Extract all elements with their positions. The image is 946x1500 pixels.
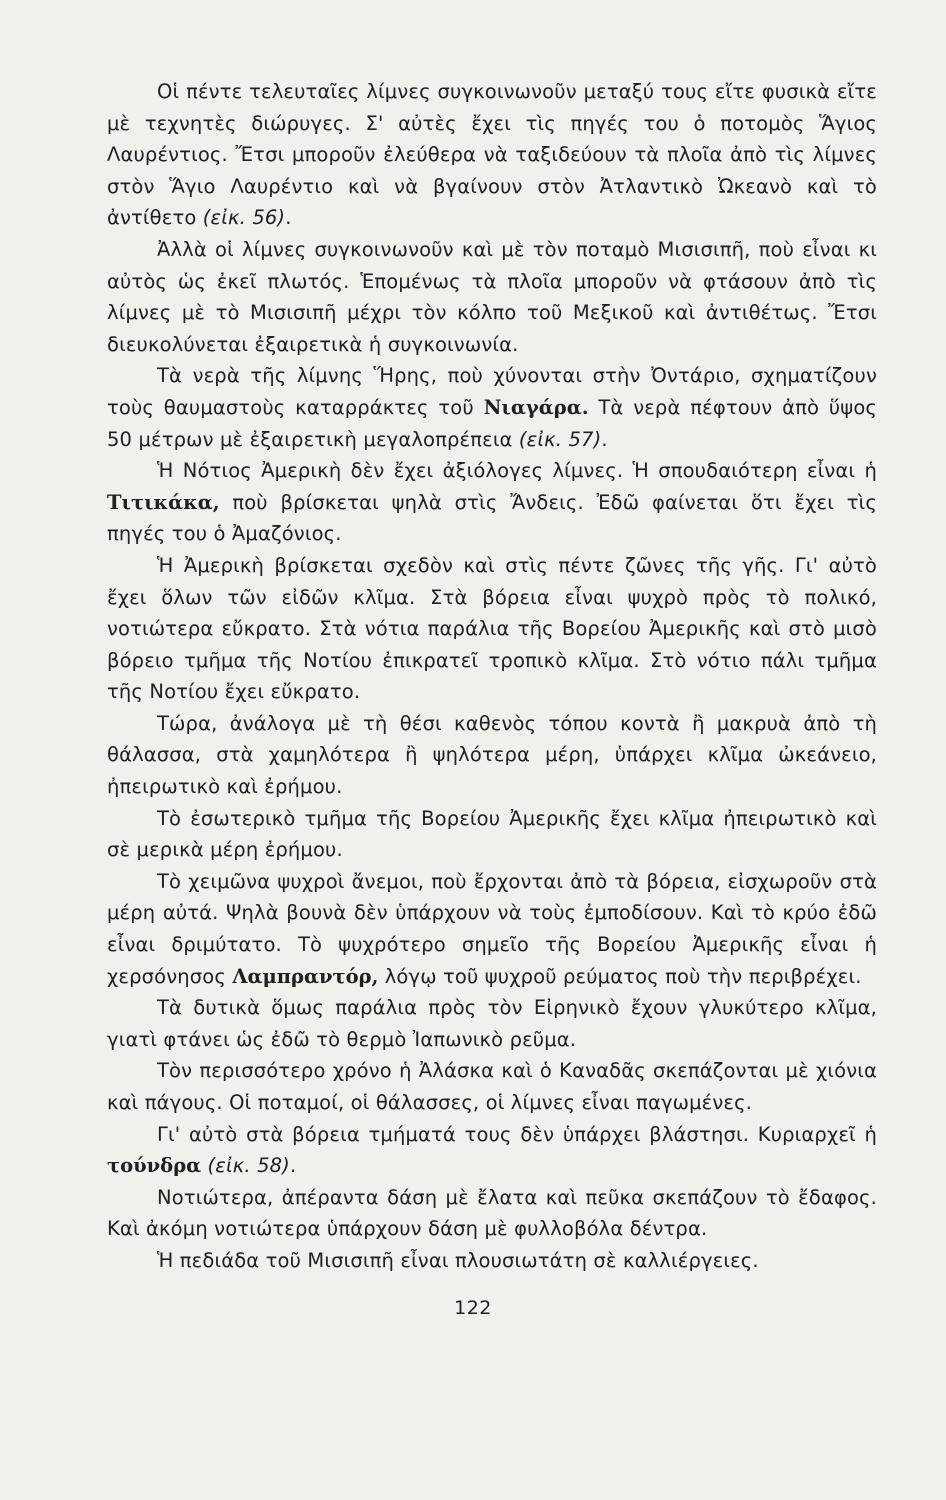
paragraph [107, 1245, 877, 1277]
figure-reference: (εἰκ. 56) [202, 206, 286, 230]
text-run: Οἱ πέντε τελευταῖες λίμνες συγκοινωνοῦν μεταξύ τους εἴτε φυσικὰ εἴτε μὲ τεχνητὲς διώρυγες. Σ' αὐτὲς ἔχει τὶς πηγές του ὁ ποτομὸς Ἅγιος Λαυρέντιος. Ἔτσι μποροῦν ἐλεύθερα νὰ ταξιδεύουν τὰ πλοῖα ἀπὸ τὶς λίμνες στὸν Ἅγιο Λαυρέντιο καὶ νὰ βγαίνουν στὸν Ἀτλαντικὸ Ὠκεανὸ καὶ τὸ ἀντίθετο [107, 80, 877, 230]
text-run: ποὺ βρίσκεται ψηλὰ στὶς Ἄνδεις. Ἐδῶ φαίνεται ὅτι ἔχει τὶς πηγές του ὁ Ἀμαζόνιος. [107, 490, 877, 546]
paragraph [107, 76, 877, 234]
text-run: Τὰ δυτικὰ ὅμως παράλια πρὸς τὸν Εἰρηνικὸ ἔχουν γλυκύτερο κλῖμα, γιατὶ φτάνει ὡς ἐδῶ τὸ θερμὸ Ἰαπωνικὸ ρεῦμα. [107, 996, 877, 1051]
figure-reference: (εἰκ. 58) [207, 1154, 290, 1178]
text-run: Τὰ νερὰ πέφτουν ἀπὸ ὕψος 50 μέτρων μὲ ἐξαιρετικὴ μεγαλοπρέπεια [107, 395, 877, 451]
paragraph [107, 360, 877, 455]
figure-reference: (εἰκ. 57) [518, 427, 602, 451]
text-run: . [285, 206, 292, 230]
text-run: . [289, 1154, 297, 1178]
page-number: 122 [454, 1297, 492, 1319]
text-run: Τὰ νερὰ τῆς λίμνης Ἥρης, ποὺ χύνονται στὴν Ὀντάριο, σχηματίζουν τοὺς θαυμαστοὺς καταρράκτες τοῦ [107, 364, 877, 419]
bold-term: Τιτικάκα, [107, 490, 220, 514]
text-run: . [601, 427, 608, 451]
text-run: Ἡ Ἀμερικὴ βρίσκεται σχεδὸν καὶ στὶς πέντε ζῶνες τῆς γῆς. Γι' αὐτὸ ἔχει ὅλων τῶν εἰδῶν κλῖμα. Στὰ βόρεια εἶναι ψυχρὸ πρὸς τὸ πολικό, νοτιώτερα εὔκρατο. Στὰ νότια παράλια τῆς Βορείου Ἀμερικῆς καὶ στὸ μισὸ βόρειο τμῆμα τῆς Νοτίου ἐπικρατεῖ τροπικὸ κλῖμα. Στὸ νότιο πάλι τμῆμα τῆς Νοτίου ἔχει εὔκρατο. [107, 553, 877, 704]
paragraph [107, 866, 877, 992]
text-run: λόγῳ τοῦ ψυχροῦ ρεύματος ποὺ τὴν περιβρέχει. [378, 964, 862, 988]
paragraph [107, 455, 877, 550]
text-run: Τὸ ἐσωτερικὸ τμῆμα τῆς Βορείου Ἀμερικῆς ἔχει κλῖμα ἠπειρωτικὸ καὶ σὲ μερικὰ μέρη ἐρήμου. [107, 806, 877, 862]
paragraph [107, 550, 877, 708]
text-run: Ἀλλὰ οἱ λίμνες συγκοινωνοῦν καὶ μὲ τὸν ποταμὸ Μισισιπῆ, ποὺ εἶναι κι αὐτὸς ὡς ἐκεῖ πλωτός. Ἑπομένως τὰ πλοῖα μποροῦν νὰ φτάσουν ἀπὸ τὶς λίμνες μὲ τὸ Μισισιπῆ μέχρι τὸν κόλπο τοῦ Μεξικοῦ καὶ ἀντιθέτως. Ἔτσι διευκολύνεται ἐξαιρετικὰ ἡ συγκοινωνία. [107, 237, 877, 356]
text-run: Ἡ Νότιος Ἀμερικὴ δὲν ἔχει ἀξιόλογες λίμνες. Ἡ σπουδαιότερη εἶναι ἡ [157, 459, 877, 483]
paragraph [107, 803, 877, 866]
text-run: Τὸ χειμῶνα ψυχροὶ ἄνεμοι, ποὺ ἔρχονται ἀπὸ τὰ βόρεια, εἰσχωροῦν στὰ μέρη αὐτά. Ψηλὰ βουνὰ δὲν ὑπάρχουν νὰ τοὺς ἐμποδίσουν. Καὶ τὸ κρύο ἐδῶ εἶναι δριμύτατο. Τὸ ψυχρότερο σημεῖο τῆς Βορείου Ἀμερικῆς εἶναι ἡ χερσόνησος [107, 869, 877, 988]
text-run: Τώρα, ἀνάλογα μὲ τὴ θέσι καθενὸς τόπου κοντὰ ἢ μακρυὰ ἀπὸ τὴ θάλασσα, στὰ χαμηλότερα ἢ ψηλότερα μέρη, ὑπάρχει κλῖμα ὠκεάνειο, ἠπειρωτικὸ καὶ ἐρήμου. [107, 711, 877, 799]
bold-term: τούνδρα [107, 1154, 202, 1178]
paragraph [107, 1182, 877, 1245]
text-run: Τὸν περισσότερο χρόνο ἡ Ἀλάσκα καὶ ὁ Καναδᾶς σκεπάζονται μὲ χιόνια καὶ πάγους. Οἱ ποταμοί, οἱ θάλασσες, οἱ λίμνες εἶναι παγωμένες. [107, 1059, 877, 1114]
bold-term: Λαμπραντόρ, [232, 964, 379, 988]
text-run: Γι' αὐτὸ στὰ βόρεια τμήματά τους δὲν ὑπάρχει βλάστησι. Κυριαρχεῖ ἡ [157, 1122, 877, 1146]
paragraph [107, 1055, 877, 1118]
text-run: Ἡ πεδιάδα τοῦ Μισισιπῆ εἶναι πλουσιωτάτη σὲ καλλιέργειες. [157, 1248, 759, 1272]
page-text-body [107, 76, 877, 1277]
paragraph [107, 992, 877, 1055]
text-run: Νοτιώτερα, ἀπέραντα δάση μὲ ἔλατα καὶ πεῦκα σκεπάζουν τὸ ἔδαφος. Καὶ ἀκόμη νοτιώτερα ὑπάρχουν δάση μὲ φυλλοβόλα δέντρα. [107, 1185, 877, 1241]
paragraph [107, 234, 877, 360]
bold-term: Νιαγάρα. [483, 395, 589, 419]
paragraph [107, 708, 877, 803]
paragraph [107, 1119, 877, 1182]
